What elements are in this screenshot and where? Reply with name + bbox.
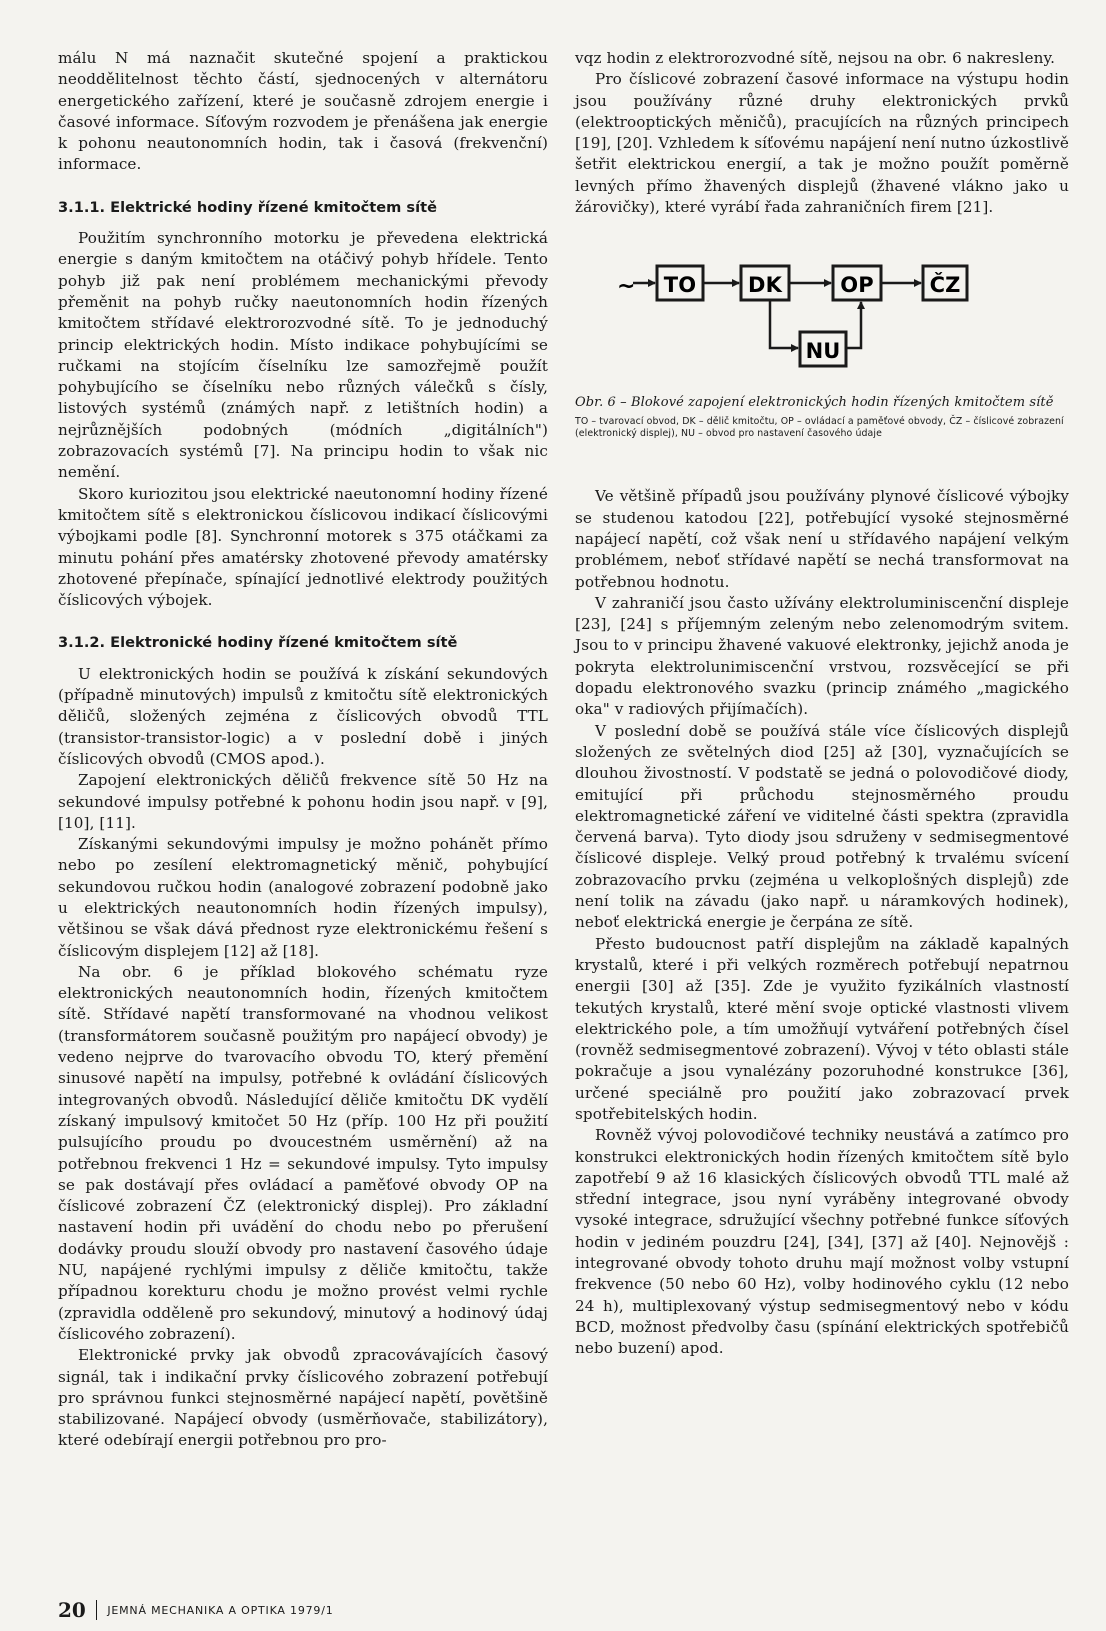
paragraph: Pro číslicové zobrazení časové informace na výstupu hodin jsou používány různé druhy elektronických prvků (elektrooptických měničů), pracujících na různých principech [19], [20]. Vzhledem k síťovému napájení není nutno úzkostlivě šetřit elektrickou energií, a tak je možno použít poměrně levných přímo žhavených displejů (žhavené vlákno jako u žárovičky), které vyrábí řada zahraničních firem [21]. [575,70,1069,217]
block-diagram [575,246,1069,384]
arrow-nu-op [846,302,861,348]
paragraph: málu N má naznačit skutečné spojení a praktickou neoddělitelnost těchto částí, sjednocených v alternátoru energetického zařízení, které je současně zdrojem energie i časové informace. Síťovým rozvodem je přenášena jak energie k pohonu neautonomních hodin, tak i časová (frekvenční) informace. [58,49,548,174]
figure-legend: TO – tvarovací obvod, DK – dělič kmitočtu, OP – ovládací a paměťové obvody, ČZ – číslicové zobrazení (elektronický displej), NU – obvod pro nastavení časového údaje [575,416,1064,440]
right-column [575,48,1069,1360]
paragraph: Skoro kuriozitou jsou elektrické naeutonomní hodiny řízené kmitočtem sítě s elektronickou číslicovou indikací číslicovými výbojkami podle [8]. Synchronní motorek s 375 otáčkami za minutu pohání přes amatérsky zhotovené převody amatérsky zhotovené přepínače, spínající jednotlivé elektrody použitých číslicových výbojek. [58,484,548,610]
paragraph: vqz hodin z elektrorozvodné sítě, nejsou na obr. 6 nakresleny. [575,49,1056,67]
ac-input-symbol: ~ [617,274,636,300]
section-heading-3-1-1: 3.1.1. Elektrické hodiny řízené kmitočtem sítě [58,198,437,216]
paragraph: V zahraničí jsou často užívány elektroluminiscenční displeje [23], [24] s příjemným zeleným nebo zelenomodrým svitem. Jsou to v principu žhavené vakuové elektronky, jejichž anoda je pokryta elektrolunimiscenční vrstvou, rozsvěcející se při dopadu elektronového svazku (princip známého „magického oka" v radiových přijímačích). [575,593,1069,719]
page-number: 20 [58,1598,86,1622]
journal-title: JEMNÁ MECHANIKA A OPTIKA 1979/1 [107,1603,334,1617]
paragraph: Získanými sekundovými impulsy je možno pohánět přímo nebo po zesílení elektromagnetický měnič, pohybující sekundovou ručkou hodin (analogové zobrazení podobně jako u elektrických neautonomních hodin řízených impulsy), většinou se však dává přednost ryze elektronickému řešení s číslicovým displejem [12] až [18]. [58,835,548,960]
page-footer [58,1598,334,1622]
paragraph: U elektronických hodin se používá k získání sekundových (případně minutových) impulsů z kmitočtu sítě elektronických děličů, složených zejména z číslicových obvodů TTL (transistor-transistor-logic) a v poslední době i jiných číslicových obvodů (CMOS apod.). [58,664,548,768]
paragraph: Na obr. 6 je příklad blokového schématu ryze elektronických neautonomních hodin, řízených kmitočtem sítě. Střídavé napětí transformované na vhodnou velikost (transformátorem současně použitým pro napájecí obvody) je vedeno nejprve do tvarovacího obvodu TO, který přemění sinusové napětí na impulsy, potřebné k ovládání číslicových integrovaných obvodů. Následující děliče kmitočtu DK vydělí získaný impulsový kmitočet 50 Hz (příp. 100 Hz při použití pulsujícího proudu po dvoucestném usměrnění) až na potřebnou frekvenci 1 Hz = sekundové impulsy. Tyto impulsy se pak dostávají přes ovládací a paměťové obvody OP na číslicové zobrazení ČZ (elektronický displej). Pro základní nastavení hodin při uvádění do chodu nebo po přerušení dodávky proudu slouží obvody pro nastavení časového údaje NU, napájené rychlými impulsy z děliče kmitočtu, takže případnou korekturu chodu je možno provést velmi rychle (zpravidla odděleně pro sekundový, minutový a hodinový údaj číslicového zobrazení). [58,962,548,1343]
block-nu-label: NU [805,339,841,364]
paragraph: Přesto budoucnost patří displejům na základě kapalných krystalů, které i při velkých rozměrech potřebují nepatrnou energii [30] až [35]. Zde je využito fyzikálních vlastností tekutých krystalů, které mění svoje optické vlastnosti vlivem elektrického pole, a tím umožňují vytváření potřebných čísel (rovněž sedmisegmentové zobrazení). Vývoj v této oblasti stále pokračuje a jsou vynalézány pozoruhodné konstrukce [36], určené speciálně pro použití jako zobrazovací prvek spotřebitelských hodin. [575,934,1069,1123]
block-to-label: TO [663,273,697,298]
paragraph: V poslední době se používá stále více číslicových displejů složených ze světelných diod [25] až [30], vyznačujících se dlouhou živostností. V podstatě se jedná o polovodičové diody, emitující při průchodu stejnosměrného proudu elektromagnetické záření ve viditelné části spektra (zpravidla červená barva). Tyto diody jsou sdruženy v sedmisegmentové číslicové displeje. Velký proud potřebný k trvalému svícení zobrazovacího prvku (zejména u velkoplošných displejů) zde není tolik na závadu (jako např. u náramkových hodinek), neboť elektrická energie je čerpána ze sítě. [575,721,1069,932]
paragraph: Zapojení elektronických děličů frekvence sítě 50 Hz na sekundové impulsy potřebné k pohonu hodin jsou např. v [9], [10], [11]. [58,771,548,832]
left-column [58,48,548,1452]
arrow-dk-nu [770,300,798,348]
figure-caption: Obr. 6 – Blokové zapojení elektronických hodin řízených kmitočtem sítě [575,395,1054,411]
paragraph: Použitím synchronního motorku je převedena elektrická energie s daným kmitočtem na otáčivý pohyb hřídele. Tento pohyb již pak není problémem mechanickými převody přeměnit na pohyb ručky naeutonomních hodin řízených kmitočtem střídavé elektrorozvodné sítě. To je jednoduchý princip elektrických hodin. Místo indikace pohybujícími se ručkami na stojícím číselníku lze samozřejmě použít pohybujícího se číselníku nebo různých válečků s čísly, listových systémů (známých např. z letištních hodin) a nejrůznějších podobných (módních „digitálních") zobrazovacích systémů [7]. Na principu hodin to však nic nemění. [58,229,548,482]
block-cz-label: ČZ [929,273,961,298]
paragraph: Elektronické prvky jak obvodů zpracovávajících časový signál, tak i indikační prvky číslicového zobrazení potřebují pro správnou funkci stejnosměrné napájecí napětí, povětšině stabilizované. Napájecí obvody (usměrňovače, stabilizátory), které odebírají energii potřebnou pro pro- [58,1346,548,1450]
block-diagram-svg [575,246,1069,384]
block-op-label: OP [840,273,874,298]
block-dk-label: DK [748,273,782,298]
section-heading-3-1-2: 3.1.2. Elektronické hodiny řízené kmitočtem sítě [58,634,458,652]
paragraph: Rovněž vývoj polovodičové techniky neustává a zatímco pro konstrukci elektronických hodin řízených kmitočtem sítě bylo zapotřebí 9 až 16 klasických číslicových obvodů TTL malé až střední integrace, jsou nyní vyráběny integrované obvody vysoké integrace, sdružující všechny potřebné funkce síťových hodin v jediném pouzdru [24], [34], [37] až [40]. Nejnovějš : integrované obvody tohoto druhu mají možnost volby vstupní frekvence (50 nebo 60 Hz), volby hodinového cyklu (12 nebo 24 h), multiplexovaný výstup sedmisegmentový nebo v kódu BCD, možnost předvolby času (spínání elektrických spotřebičů nebo buzení) apod. [575,1126,1069,1358]
paragraph: Ve většině případů jsou používány plynové číslicové výbojky se studenou katodou [22], potřebující vysoké stejnosměrné napájecí napětí, což však není u střídavého napájení velkým problémem, neboť střídavé napětí se nechá transformovat na potřebnou hodnotu. [575,487,1069,591]
footer-divider [96,1600,98,1620]
